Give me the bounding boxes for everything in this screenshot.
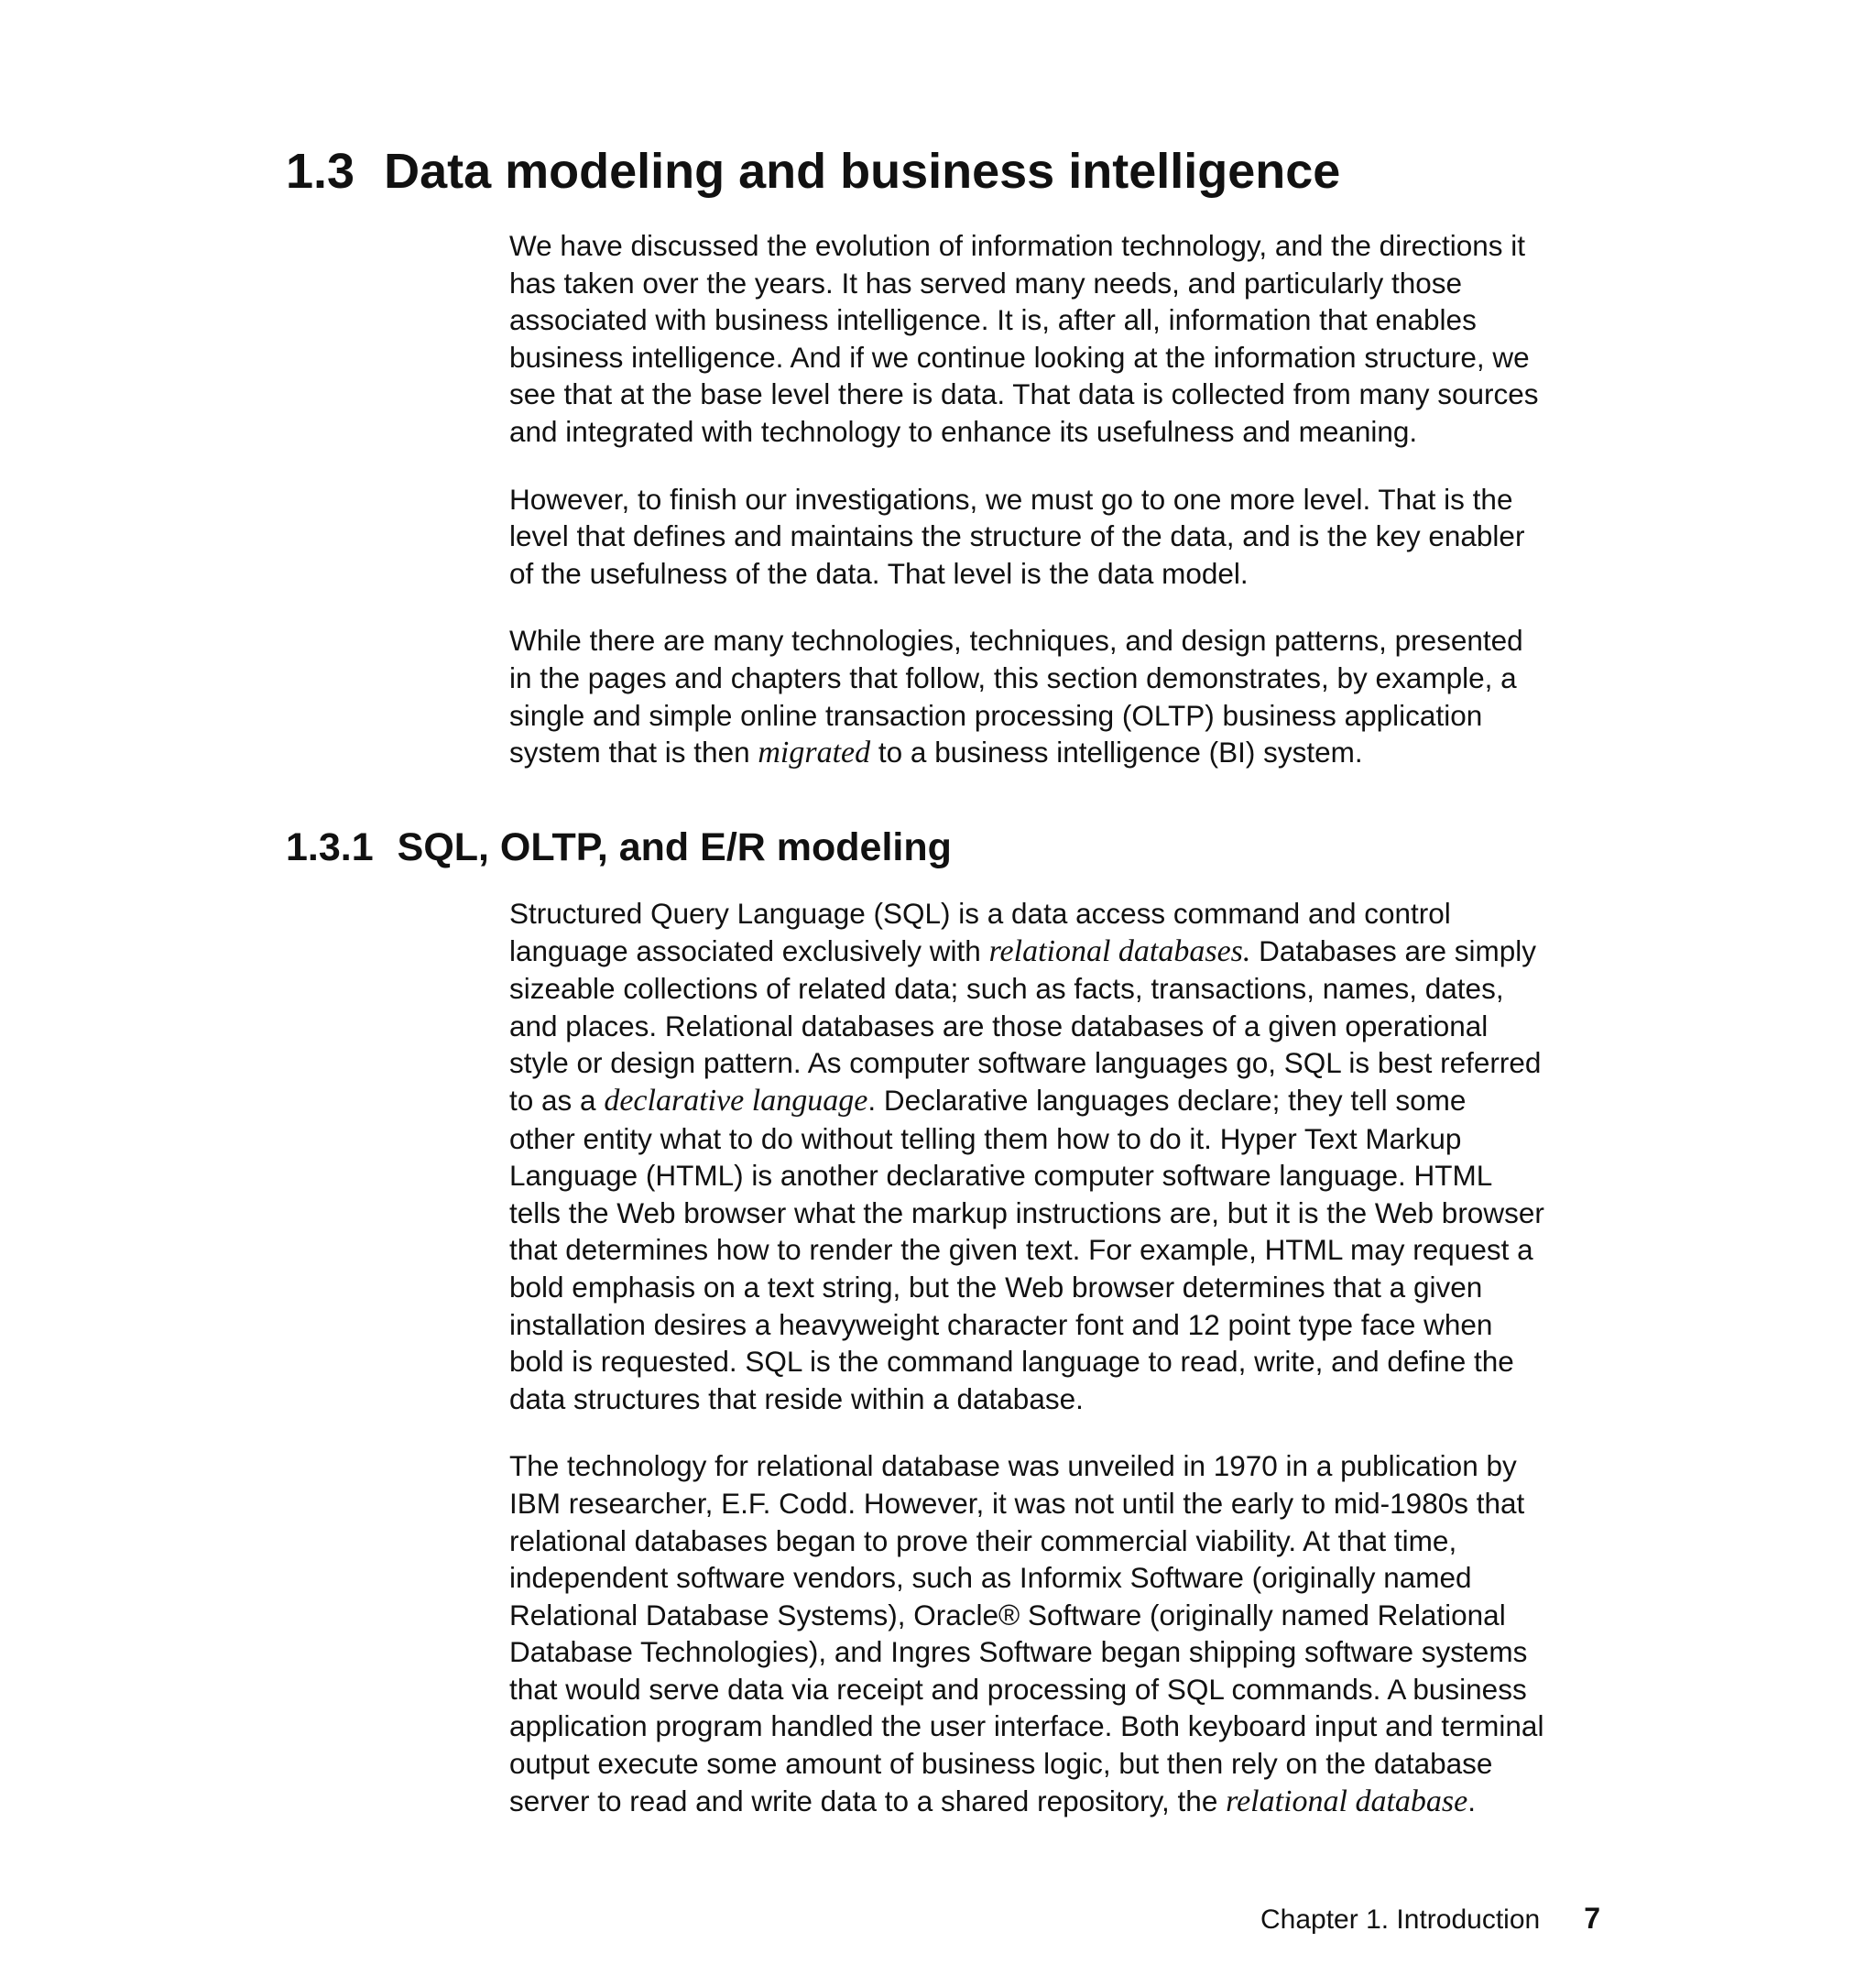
text-run: that would serve data via receipt and processing of SQL commands. A business [509,1672,1527,1706]
text-run: independent software vendors, such as Informix Software (originally named [509,1561,1472,1595]
text-run: bold is requested. SQL is the command language to read, write, and define the [509,1345,1514,1379]
text-line [509,895,1609,933]
emphasized-term: declarative language [604,1083,868,1118]
text-line [509,1157,1609,1195]
text-line [509,970,1609,1008]
text-run: level that defines and maintains the structure of the data, and is the key enabler [509,519,1525,553]
text-run: output execute some amount of business logic, but then rely on the database [509,1747,1493,1781]
text-line [509,1306,1609,1344]
text-run: to as a [509,1083,605,1117]
subsection-title: SQL, OLTP, and E/R modeling [397,825,952,869]
text-run: Database Technologies), and Ingres Software began shipping software systems [509,1635,1528,1669]
paragraph [509,895,1609,1417]
text-run: has taken over the years. It has served many needs, and particularly those [509,266,1463,300]
subsection-heading [286,822,952,873]
emphasized-term: migrated [758,736,871,770]
text-run: IBM researcher, E.F. Codd. However, it was not until the early to mid-1980s that [509,1486,1525,1520]
text-line [509,734,1609,772]
text-line [509,1559,1609,1597]
text-line [509,413,1609,451]
text-run: . [1467,1784,1476,1817]
text-run: Language (HTML) is another declarative computer software language. HTML [509,1159,1493,1193]
text-line [509,481,1609,518]
text-line [509,1783,1609,1821]
text-run: tells the Web browser what the markup instructions are, but it is the Web browser [509,1195,1544,1229]
text-line [509,1671,1609,1708]
paragraph-gap [509,1417,1609,1447]
text-line [509,518,1609,555]
paragraph [509,227,1609,451]
text-line [509,555,1609,593]
text-line [509,1008,1609,1045]
text-line [509,1343,1609,1380]
paragraph-gap [509,592,1609,622]
section-number: 1.3 [286,144,355,199]
paragraph-gap [509,451,1609,481]
text-line [509,1269,1609,1306]
paragraph [509,481,1609,593]
text-run: and integrated with technology to enhance its usefulness and meaning. [509,414,1418,448]
page-footer [1260,1900,1600,1938]
page-number: 7 [1584,1902,1600,1935]
text-line [509,376,1609,413]
text-run: style or design pattern. As computer software languages go, SQL is best referred [509,1046,1542,1080]
subsection-body [509,895,1609,1820]
text-run: While there are many technologies, techniques, and design patterns, presented [509,624,1523,658]
text-line [509,1633,1609,1671]
section-title: Data modeling and business intelligence [384,144,1341,199]
text-line [509,301,1609,339]
footer-chapter-title: Chapter 1. Introduction [1260,1904,1541,1935]
subsection-number: 1.3.1 [286,825,374,869]
text-run: system that is then [509,736,758,769]
text-run: . Declarative languages declare; they tell some [867,1083,1467,1117]
paragraph [509,622,1609,771]
text-line [509,1708,1609,1745]
text-line [509,697,1609,735]
text-line [509,1522,1609,1560]
text-line [509,1044,1609,1082]
text-run: server to read and write data to a shared repository, the [509,1784,1227,1817]
text-run: see that at the base level there is data. That data is collected from many sources [509,377,1539,411]
text-run: Databases are simply [1250,933,1537,967]
text-run: of the usefulness of the data. That level is the data model. [509,556,1249,590]
text-run: sizeable collections of related data; such as facts, transactions, names, dates, [509,972,1504,1006]
text-run: The technology for relational database was unveiled in 1970 in a publication by [509,1449,1517,1483]
text-line [509,660,1609,697]
text-run: bold emphasis on a text string, but the Web browser determines that a given [509,1270,1483,1304]
text-line [509,1597,1609,1634]
text-run: data structures that reside within a database. [509,1381,1084,1415]
section-body [509,227,1609,772]
text-line [509,1745,1609,1783]
text-line [509,1380,1609,1418]
text-run: installation desires a heavyweight character font and 12 point type face when [509,1307,1493,1341]
text-run: However, to finish our investigations, we must go to one more level. That is the [509,482,1513,516]
text-run: that determines how to render the given text. For example, HTML may request a [509,1233,1533,1267]
text-run: Relational Database Systems), Oracle® Software (originally named Relational [509,1598,1506,1631]
text-run: Structured Query Language (SQL) is a data access command and control [509,897,1451,930]
section-heading [286,139,1340,203]
text-run: relational databases began to prove their commercial viability. At that time, [509,1523,1457,1557]
text-line [509,1195,1609,1232]
text-run: associated with business intelligence. It is, after all, information that enables [509,303,1477,337]
text-line [509,1082,1609,1120]
text-run: language associated exclusively with [509,933,989,967]
text-run: and places. Relational databases are those databases of a given operational [509,1009,1489,1042]
paragraph [509,1447,1609,1820]
text-run: business intelligence. And if we continue looking at the information structure, we [509,340,1530,374]
text-line [509,265,1609,302]
text-line [509,622,1609,660]
text-line [509,227,1609,265]
text-run: other entity what to do without telling them how to do it. Hyper Text Markup [509,1121,1462,1155]
text-line [509,1120,1609,1158]
text-run: single and simple online transaction processing (OLTP) business application [509,698,1483,732]
text-line [509,339,1609,376]
text-line [509,1485,1609,1522]
text-run: We have discussed the evolution of information technology, and the directions it [509,229,1525,262]
text-line [509,1447,1609,1485]
emphasized-term: relational databases. [988,933,1251,968]
text-line [509,933,1609,971]
emphasized-term: relational database [1226,1784,1468,1818]
text-line [509,1231,1609,1269]
text-run: application program handled the user interface. Both keyboard input and terminal [509,1709,1544,1743]
text-run: to a business intelligence (BI) system. [870,736,1363,769]
text-run: in the pages and chapters that follow, this section demonstrates, by example, a [509,660,1517,694]
